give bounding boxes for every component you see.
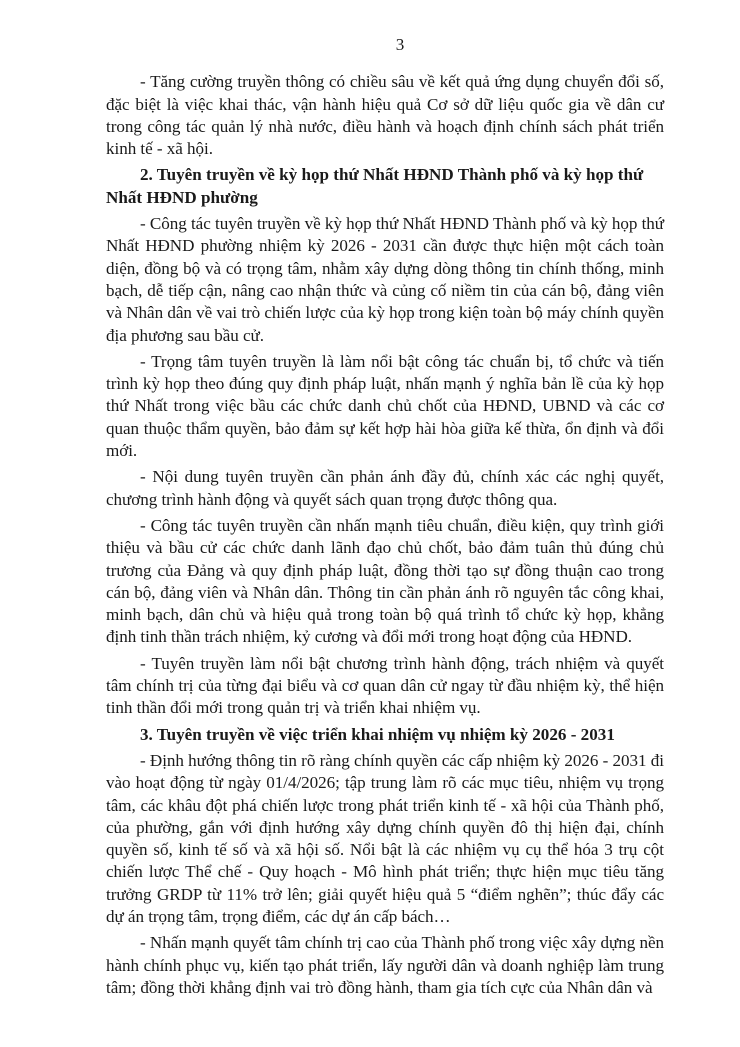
paragraph-digital-transformation: - Tăng cường truyền thông có chiều sâu về kết quả ứng dụng chuyển đổi số, đặc biệt là việc khai thác, vận hành hiệu quả Cơ sở dữ liệu quốc gia về dân cư trong công tác quản lý nhà nước, điều hành và hoạch định chính sách phát triển kinh tế - xã hội. <box>106 72 664 159</box>
paragraph-session-overview: - Công tác tuyên truyền về kỳ họp thứ Nhất HĐND Thành phố và kỳ họp thứ Nhất HĐND phường nhiệm kỳ 2026 - 2031 cần được thực hiện một cách toàn diện, đồng bộ và có trọng tâm, nhằm xây dựng dòng thông tin chính thống, minh bạch, dễ tiếp cận, nâng cao nhận thức và củng cố niềm tin của cán bộ, đảng viên và Nhân dân về vai trò chiến lược của kỳ họp trong kiện toàn bộ máy chính quyền địa phương sau bầu cử. <box>106 214 664 345</box>
page-number: 3 <box>395 35 405 54</box>
paragraph-action-program: - Tuyên truyền làm nổi bật chương trình hành động, trách nhiệm và quyết tâm chính trị của từng đại biểu và cơ quan dân cử ngay từ đầu nhiệm kỳ, thể hiện tinh thần đổi mới trong quản trị và triển khai nhiệm vụ. <box>106 653 664 718</box>
paragraph-political-determination: - Nhấn mạnh quyết tâm chính trị cao của Thành phố trong việc xây dựng nền hành chính phục vụ, kiến tạo phát triển, lấy người dân và doanh nghiệp làm trung tâm; đồng thời khẳng định vai trò đồng hành, tham gia tích cực của Nhân dân và <box>106 933 664 997</box>
section-heading-2: 2. Tuyên truyền về kỳ họp thứ Nhất HĐND Thành phố và kỳ họp thứ Nhất HĐND phường <box>106 165 644 207</box>
section-heading-3: 3. Tuyên truyền về việc triển khai nhiệm vụ nhiệm kỳ 2026 - 2031 <box>140 724 615 744</box>
paragraph-election-criteria: - Công tác tuyên truyền cần nhấn mạnh tiêu chuẩn, điều kiện, quy trình giới thiệu và bầu cử các chức danh lãnh đạo chủ chốt, bảo đảm tuân thủ đúng chủ trương của Đảng và quy định pháp luật, đồng thời tạo sự đồng thuận cao trong cán bộ, đảng viên và Nhân dân. Thông tin cần phản ánh rõ nguyên tắc công khai, minh bạch, dân chủ và hiệu quả trong toàn bộ quá trình tổ chức kỳ họp, khẳng định tinh thần trách nhiệm, kỷ cương và đổi mới trong hoạt động của HĐND. <box>106 515 664 647</box>
paragraph-term-orientation: - Định hướng thông tin rõ ràng chính quyền các cấp nhiệm kỳ 2026 - 2031 đi vào hoạt động từ ngày 01/4/2026; tập trung làm rõ các mục tiêu, nhiệm vụ trọng tâm, các khâu đột phá chiến lược trong phát triển kinh tế - xã hội của Thành phố, của phường, gắn với định hướng xây dựng chính quyền đô thị hiện đại, chính quyền số, kinh tế số và xã hội số. Nổi bật là các nhiệm vụ cụ thể hóa 3 trụ cột chiến lược Thể chế - Quy hoạch - Mô hình phát triển; thực hiện mục tiêu tăng trưởng GRDP từ 11% trở lên; giải quyết hiệu quả 5 “điểm nghẽn”; thúc đẩy các dự án trọng tâm, trọng điểm, các dự án cấp bách… <box>106 750 664 926</box>
paragraph-resolutions: - Nội dung tuyên truyền cần phản ánh đầy đủ, chính xác các nghị quyết, chương trình hành động và quyết sách quan trọng được thông qua. <box>106 467 664 509</box>
paragraph-session-focus: - Trọng tâm tuyên truyền là làm nổi bật công tác chuẩn bị, tổ chức và tiến trình kỳ họp theo đúng quy định pháp luật, nhấn mạnh ý nghĩa bản lề của kỳ họp thứ Nhất trong việc bầu các chức danh chủ chốt của HĐND, UBND và các cơ quan thuộc thẩm quyền, bảo đảm sự kết hợp hài hòa giữa kế thừa, ổn định và đổi mới. <box>106 351 664 461</box>
